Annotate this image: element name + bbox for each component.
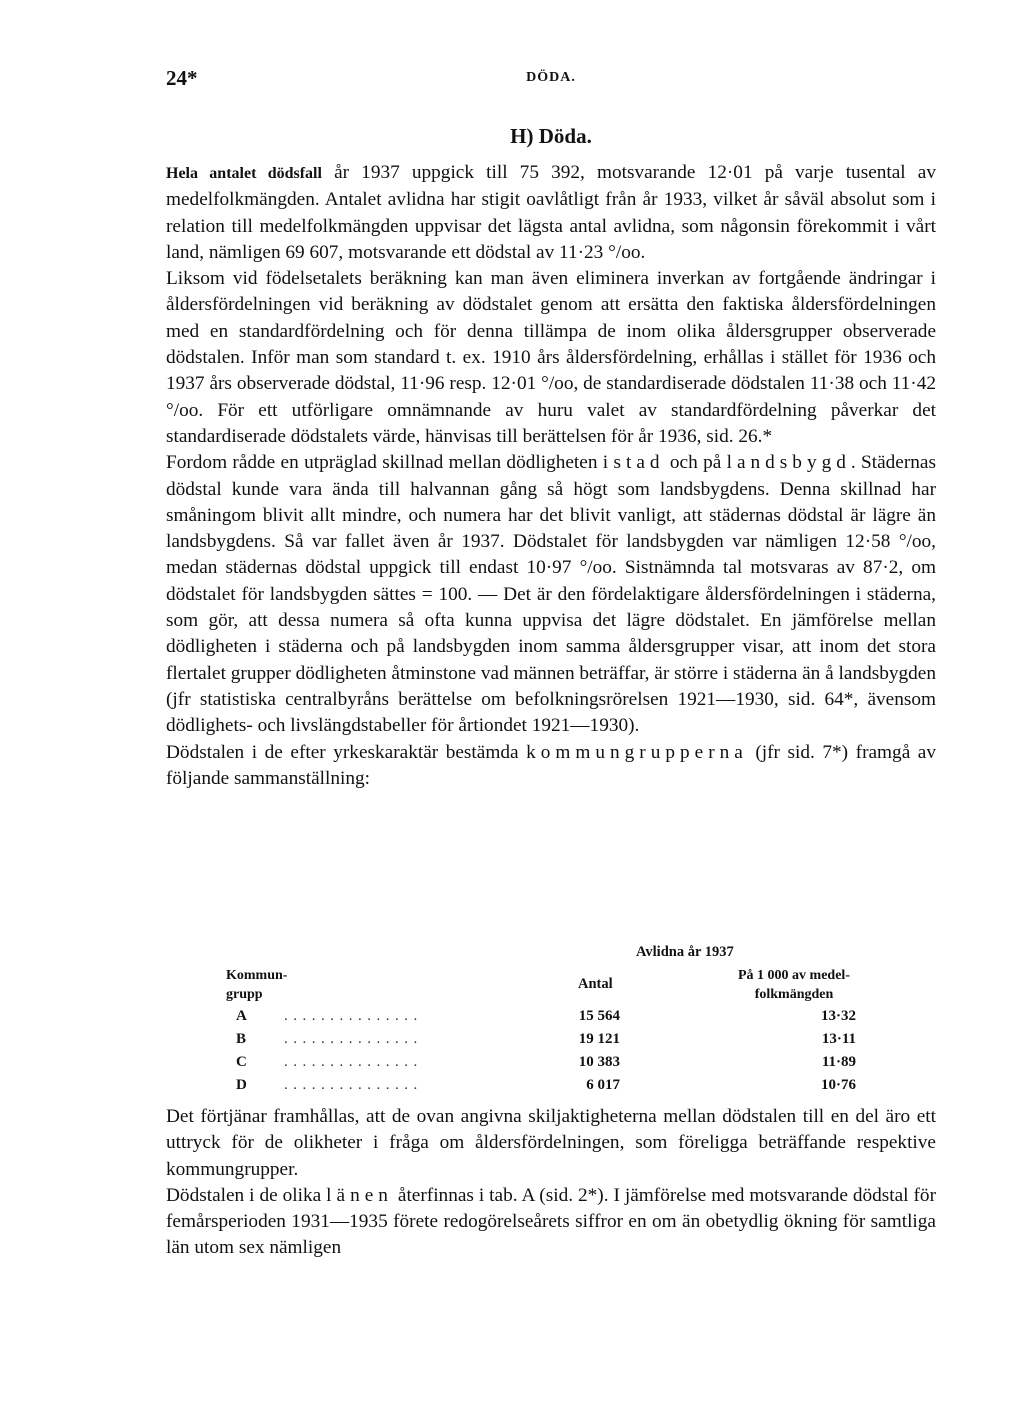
section-title: H) Döda.: [510, 124, 592, 148]
paragraph-6: [166, 1183, 936, 1262]
paragraph-6-text-b: återfinnas i tab. A (sid. 2*). I jämförelse med motsvarande dödstal för femårsperioden 1931—1935 förete redogörelseårets siffror en om än obetydlig ökning för samtliga län utom sex nämligen: [166, 1184, 936, 1259]
rate-header: På 1 000 av medel- folkmängden: [738, 968, 850, 1002]
leader-dots: ...............: [284, 1008, 423, 1024]
count-cell: 6 017: [586, 1077, 620, 1093]
count-cell: 15 564: [578, 1008, 620, 1024]
table-row: [226, 1008, 866, 1031]
rate-cell: 13·11: [821, 1031, 856, 1047]
spaced-term-lanen: länen: [326, 1184, 393, 1206]
rate-cell: 10·76: [820, 1077, 856, 1093]
paragraph-6-text-a: Dödstalen i de olika: [166, 1184, 327, 1206]
count-header: Antal: [578, 976, 613, 992]
count-cell: 19 121: [578, 1031, 620, 1047]
leader-dots: ...............: [284, 1031, 423, 1047]
leader-dots: ...............: [284, 1077, 423, 1093]
count-cell: 10 383: [578, 1054, 620, 1070]
paragraph-4-text-a: Dödstalen i de efter yrkeskaraktär bestämda: [166, 741, 527, 763]
body-text: [166, 160, 936, 792]
mortality-table: [226, 944, 866, 1100]
rate-cell: 13·32: [820, 1008, 856, 1024]
lead-phrase: Hela antalet dödsfall: [166, 165, 322, 182]
table-row: [226, 1054, 866, 1077]
paragraph-1: [166, 160, 936, 266]
spaced-term-stad: stad: [613, 452, 665, 474]
page-number: 24*: [166, 66, 198, 90]
spaced-term-kommungrupperna: kommungrupperna: [526, 741, 748, 763]
paragraph-4-text-b: (jfr sid. 7*) framgå av följande sammanställning:: [166, 741, 937, 789]
paragraph-2: Liksom vid födelsetalets beräkning kan man även eliminera inverkan av fortgående ändringar i åldersfördelningen vid beräkning av dödstalet genom att ersätta den faktiska åldersfördelningen med en standardfördelning och för denna tillämpa de inom olika åldersgrupper observerade dödstalen. Inför man som standard t. ex. 1910 års åldersfördelning, erhållas i stället för 1936 och 1937 års observerade dödstal, 11·96 resp. 12·01 °/oo, de standardiserade dödstalen 11·38 och 11·42 °/oo. För ett utförligare omnämnande av huru valet av standardfördelning påverkar det standardiserade dödstalets värde, hänvisas till berättelsen för år 1936, sid. 26.*: [166, 268, 936, 447]
table-row: [226, 1077, 866, 1100]
rate-cell: 11·89: [821, 1054, 856, 1070]
paragraph-3-text-c: . Städernas dödstal kunde vara ända till halvannan gång så högt som landsbygdens. Denna skillnad har småningom blivit allt mindre, och numera har det blivit vanligt, att städernas dödstal är lägre än landsbygdens. Så var fallet även år 1937. Dödstalet för landsbygden var nämligen 12·58 °/oo, medan städernas dödstal uppgick till endast 10·97 °/oo. Sistnämnda tal motsvaras av 87·2, om dödstalet för landsbygden sättes = 100. — Det är den fördelaktigare åldersfördelningen i städerna, som gör, att dessa numera så ofta kunna uppvisa det lägre dödstalet. En jämförelse mellan dödligheten i städerna och på landsbygden inom samma åldersgrupper visar, att inom det stora flertalet grupper dödligheten åtminstone vad männen beträffar, är större i städerna än å landsbygden (jfr statistiska centralbyråns berättelse om befolkningsrörelsen 1921—1930, sid. 64*, ävensom dödlighets- och livslängdstabeller för årtiondet 1921—1930).: [166, 452, 936, 737]
table-header: [226, 944, 866, 1008]
group-header: Kommun- grupp: [226, 968, 288, 1002]
group-cell: B: [236, 1031, 247, 1047]
paragraph-3-text-b: och på: [664, 452, 727, 474]
spaced-term-landsbygd: landsbygd: [726, 452, 851, 474]
running-title: DÖDA.: [526, 70, 576, 85]
paragraph-4: [166, 740, 936, 793]
year-header: Avlidna år 1937: [636, 944, 734, 960]
group-cell: C: [236, 1054, 247, 1070]
paragraph-3: [166, 450, 936, 739]
per-mille-unit: °/oo.: [608, 241, 646, 263]
running-head: [166, 66, 936, 96]
body-text-continued: [166, 1104, 936, 1262]
paragraph-3-text-a: Fordom rådde en utpräglad skillnad mellan dödligheten i: [166, 452, 614, 474]
table-row: [226, 1031, 866, 1054]
group-cell: A: [236, 1008, 247, 1024]
paragraph-5: Det förtjänar framhållas, att de ovan angivna skiljaktigheterna mellan dödstalen till en del äro ett uttryck för de olikheter i fråga om åldersfördelningen, som föreligga beträffande respektive kommungrupper.: [166, 1106, 936, 1180]
group-cell: D: [236, 1077, 247, 1093]
paragraph-1-text: år 1937 uppgick till 75 392, motsvarande 12·01 på varje tusental av medelfolkmängden. Antalet avlidna har stigit oavlåtligt från år 1933, vilket år såväl absolut som i relation till medelfolkmängden uppvisar det lägsta antal avlidna, som någonsin förekommit i vårt land, nämligen 69 607, motsvarande ett dödstal av 11·23: [166, 162, 936, 263]
leader-dots: ...............: [284, 1054, 423, 1070]
